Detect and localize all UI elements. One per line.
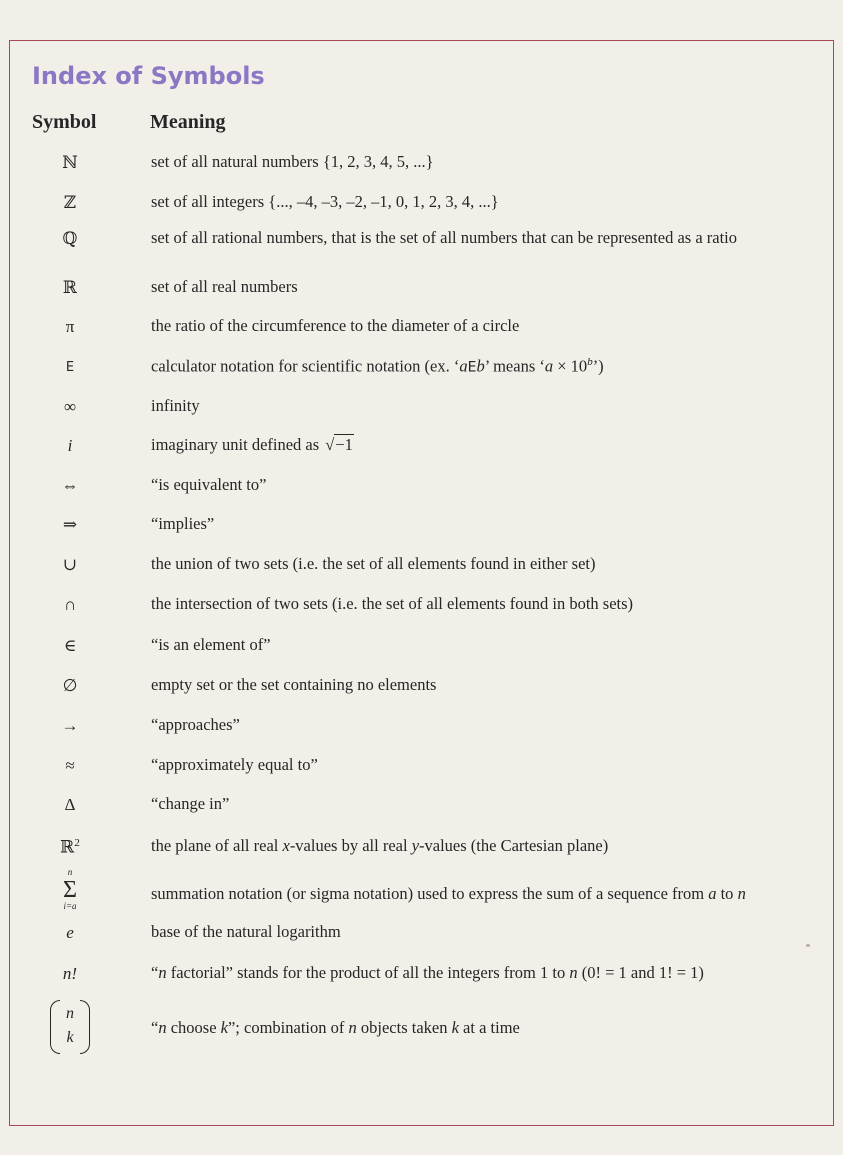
meaning-cell: base of the natural logarithm [151,922,341,941]
meaning-cell [151,838,608,855]
meaning-var-y: y [411,836,420,855]
meaning-text: factorial” stands for the product of all the integers from 1 to [166,963,570,982]
symbol-exponent: 2 [74,837,80,849]
meaning-cell: set of all natural numbers {1, 2, 3, 4, 5, ...} [151,152,434,171]
meaning-cell [151,965,704,982]
symbol-cell: E [65,360,75,375]
meaning-var-k: k [220,1018,228,1037]
binomial-coefficient [48,1000,92,1054]
symbol-cell: ∩ [63,595,77,614]
symbol-base: ℝ [60,837,75,857]
page-title: Index of Symbols [32,62,265,90]
meaning-cell: the ratio of the circumference to the diameter of a circle [151,316,520,335]
meaning-text: × 10 [553,356,588,376]
symbol-cell: ℚ [62,229,78,248]
symbol-cell [48,1000,92,1057]
meaning-cell: infinity [151,396,200,415]
symbol-cell: ∞ [63,397,77,416]
meaning-text: ’) [592,356,604,376]
meaning-column-header: Meaning [150,111,226,133]
meaning-var-a: a [459,356,468,376]
symbol-cell: ⇔ [61,476,79,495]
meaning-var-n: n [158,1018,167,1037]
square-root [323,437,354,454]
symbol-cell: ∅ [62,676,78,695]
sigma-notation [50,868,90,914]
meaning-var-n: n [158,963,167,982]
meaning-var-k: k [451,1018,459,1037]
symbol-cell: ∪ [62,555,78,574]
meaning-text: (0! = 1 and 1! = 1) [577,963,704,982]
meaning-var-n: n [348,1018,357,1037]
symbol-cell: ≈ [65,756,75,775]
meaning-text: “ [151,963,159,982]
sigma-upper-limit: n [67,867,73,877]
symbol-cell: → [61,716,79,735]
meaning-cell: empty set or the set containing no elements [151,675,437,694]
meaning-var-n: n [737,884,746,903]
meaning-cell: the intersection of two sets (i.e. the set of all elements found in both sets) [151,594,634,613]
symbol-cell: ℝ [62,278,78,297]
meaning-cell: “approximately equal to” [151,755,318,774]
meaning-cell [151,357,604,375]
meaning-text: -values by all real [289,836,412,855]
meaning-cell: set of all real numbers [151,277,298,296]
meaning-text: “ [151,1018,159,1037]
symbol-cell: i [67,436,73,455]
meaning-cell: “approaches” [151,715,240,734]
meaning-cell: “implies” [151,514,215,533]
meaning-var-a: a [544,356,554,376]
symbol-cell: ∈ [63,636,77,655]
symbol-cell: ℕ [62,153,78,172]
meaning-text: at a time [458,1018,520,1037]
meaning-text: ’ means ‘ [484,356,545,376]
binomial-bottom: k [66,1029,74,1046]
radical-sign: √ [325,435,335,454]
binomial-top: n [66,1005,74,1022]
meaning-var-n: n [569,963,578,982]
radicand: −1 [335,435,353,454]
symbol-cell: Δ [64,795,76,814]
meaning-text: summation notation (or sigma notation) used to express the sum of a sequence from [151,884,709,903]
meaning-text: to [716,884,738,903]
symbol-cell [42,838,98,856]
meaning-cell: “change in” [151,794,230,813]
symbol-cell: e [66,923,74,942]
paper-speck [806,944,810,947]
symbol-cell: ⇒ [62,515,78,534]
meaning-cell: “is an element of” [151,635,271,654]
meaning-cell [151,437,354,454]
symbol-cell: n! [62,964,78,983]
meaning-cell [151,1020,520,1037]
meaning-cell: set of all integers {..., –4, –3, –2, –1, 0, 1, 2, 3, 4, ...} [151,192,499,211]
symbol-cell: π [65,317,75,336]
sigma-icon: Σ [63,877,77,903]
meaning-text: objects taken [356,1018,452,1037]
meaning-text: ”; combination of [227,1018,349,1037]
meaning-text: calculator notation for scientific notation (ex. ‘ [151,356,460,376]
meaning-cell: “is equivalent to” [151,475,267,494]
meaning-text: -values (the Cartesian plane) [419,836,609,855]
meaning-var-b: b [476,356,485,376]
meaning-text: the plane of all real [151,836,283,855]
meaning-var-x: x [282,836,290,855]
meaning-var-a: a [708,884,717,903]
meaning-text: imaginary unit defined as [151,435,324,454]
meaning-exponent: b [587,356,593,368]
meaning-e: E [467,359,477,376]
meaning-cell [151,886,746,903]
sigma-lower-limit: i=a [63,901,77,911]
symbol-cell [50,868,90,917]
meaning-cell: set of all rational numbers, that is the set of all numbers that can be represented as a ratio [151,228,738,247]
symbol-column-header: Symbol [32,111,97,133]
meaning-cell: the union of two sets (i.e. the set of all elements found in either set) [151,554,596,573]
meaning-text: choose [166,1018,221,1037]
symbol-cell: ℤ [63,193,77,212]
